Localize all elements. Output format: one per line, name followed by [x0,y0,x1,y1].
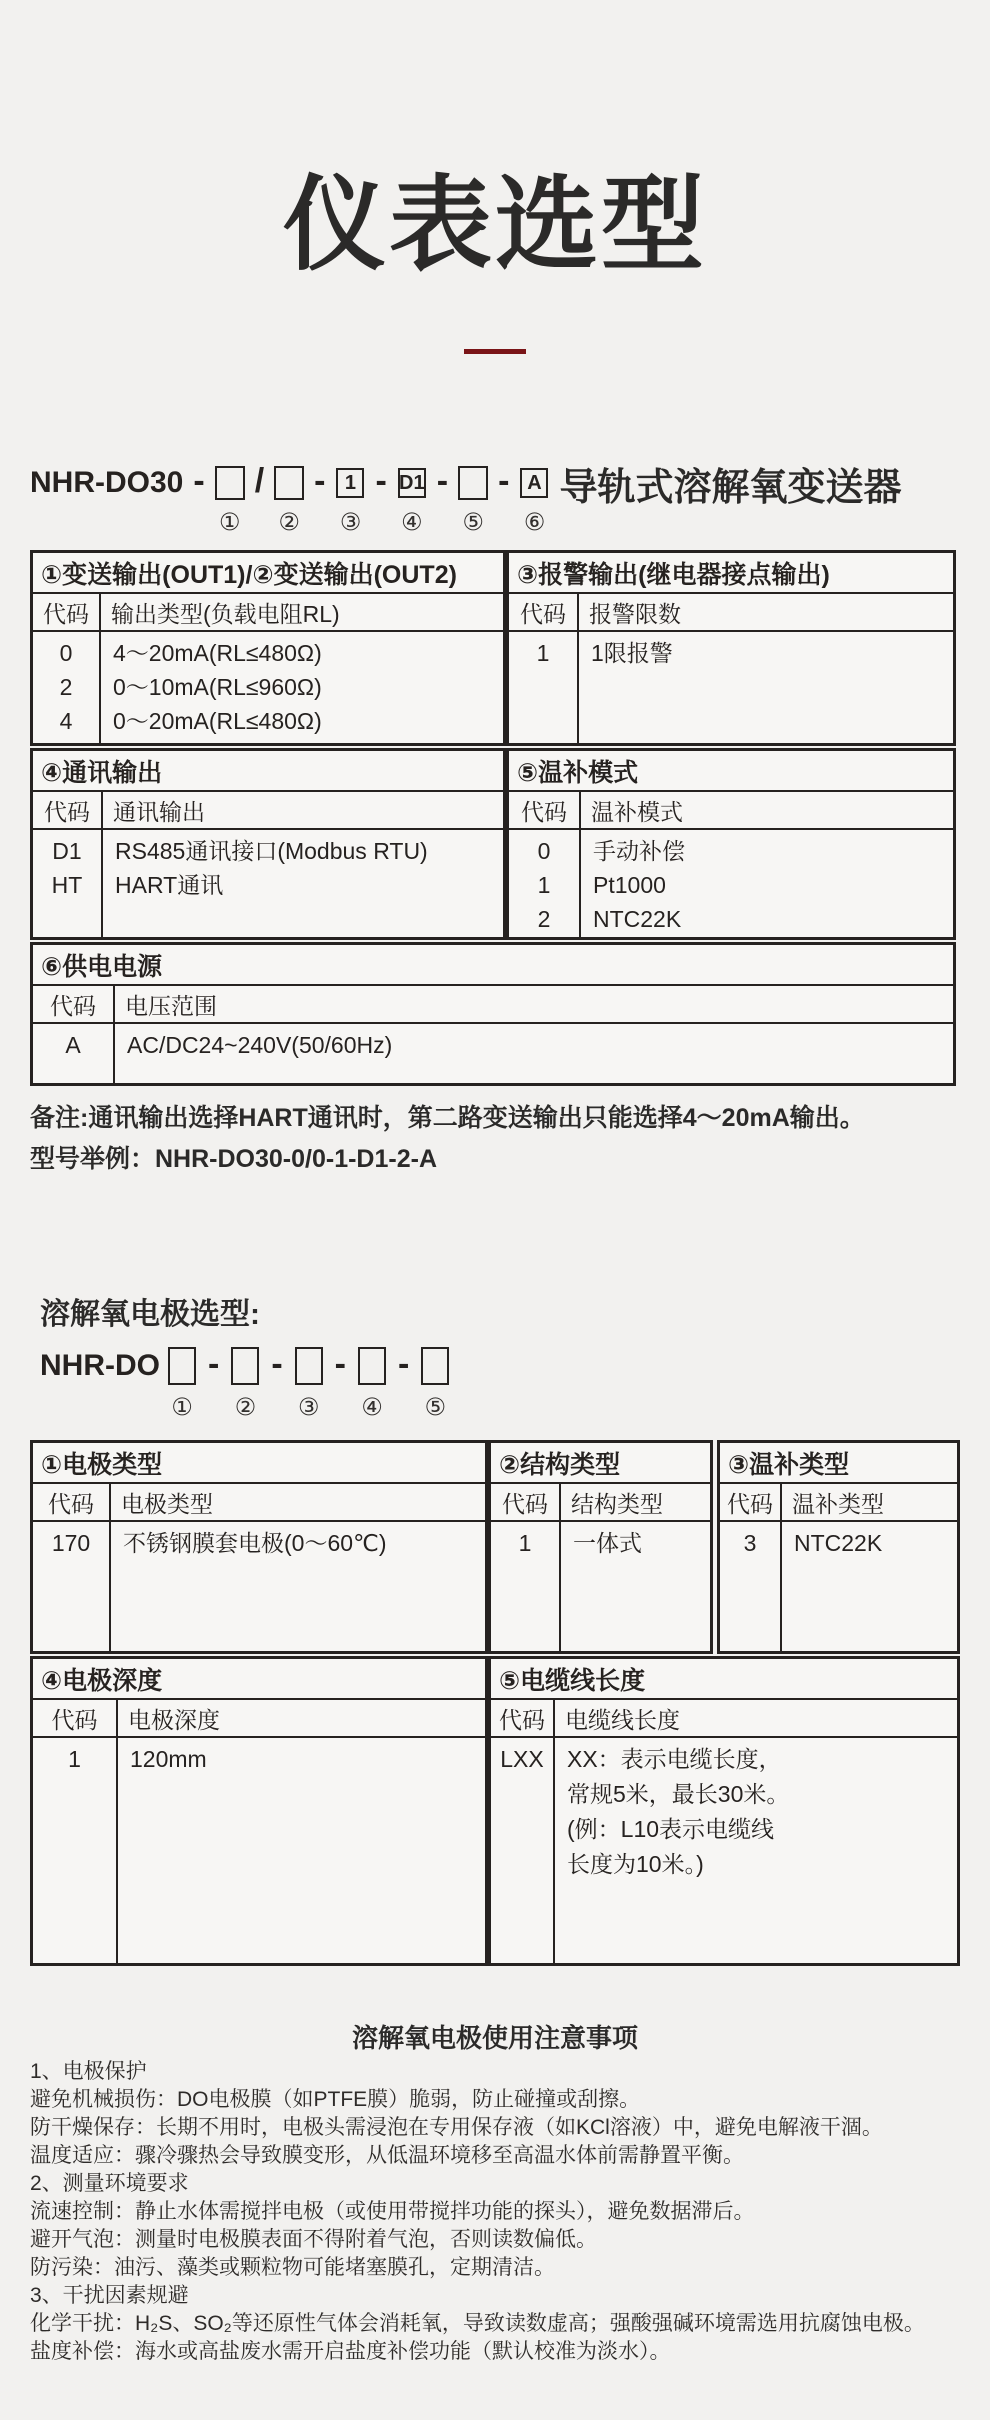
code-column-header: 代码 [720,1484,782,1520]
model-position-number: ④ [401,509,423,536]
code-column-header: 代码 [33,594,101,630]
model-position-number: ⑥ [523,509,546,536]
table-structure-type [488,1440,713,1654]
title-underline-accent [464,349,526,354]
code-cell: 0 2 4 [33,632,101,743]
code-cell: 0 1 2 [509,830,581,937]
code-column-header: 代码 [509,594,579,630]
model-position-number: ⑤ [424,1394,447,1421]
model-box [358,1347,386,1385]
note-line: 2、测量环境要求 [30,2172,189,2195]
value-column-header: 温补模式 [591,798,683,825]
model-box-slot-6 [519,466,549,536]
value-column-header: 电极深度 [128,1706,220,1733]
section-title: ③温补类型 [720,1443,957,1484]
table-power-supply [30,942,956,1086]
value-cell: RS485通讯接口(Modbus RTU) HART通讯 [115,838,428,898]
transmitter-model-prefix: NHR-DO30 [30,466,184,499]
model-separator-dash: - [397,1345,410,1383]
section-title: ⑤电缆线长度 [491,1659,957,1700]
section-title: ④电极深度 [33,1659,485,1700]
code-cell: A [33,1024,115,1083]
model-box-slot-1 [215,466,245,536]
code-column-header: 代码 [509,792,581,828]
code-cell: 1 [491,1522,561,1651]
remarks-block [30,1098,960,1180]
table-temp-comp-type [717,1440,960,1654]
model-separator-dash: - [314,462,326,500]
model-separator-dash: - [193,462,205,500]
value-cell: XX：表示电缆长度， 常规5米，最长30米。 (例：L10表示电缆线 长度为10米。) [567,1746,790,1877]
note-line: 避开气泡：测量时电极膜表面不得附着气泡，否则读数偏低。 [30,2228,597,2251]
model-position-number: ① [218,509,241,536]
model-position-number: ③ [297,1394,320,1421]
value-column-header: 电压范围 [125,992,217,1019]
table-electrode-depth [30,1656,488,1966]
model-position-number: ⑤ [462,509,484,536]
table-comm-output [30,748,506,940]
electrode-section-heading: 溶解氧电极选型: [40,1298,260,1331]
value-cell: NTC22K [794,1530,883,1556]
transmitter-model-line [30,462,902,536]
model-separator-dash: - [375,462,387,500]
model-box [458,466,488,500]
value-cell: 120mm [130,1746,207,1772]
page-title: 仪表选型 [283,167,707,282]
table-transmit-output [30,550,506,746]
model-separator-dash: - [334,1345,346,1383]
note-line: 盐度补偿：海水或高盐废水需开启盐度补偿功能（默认校准为淡水）。 [30,2340,671,2363]
section-title: ②结构类型 [491,1443,710,1484]
model-box-slot-1 [168,1347,196,1421]
value-column-header: 电缆线长度 [565,1706,680,1733]
code-column-header: 代码 [33,1484,111,1520]
code-column-header: 代码 [33,986,115,1022]
model-box-slot-5 [421,1347,449,1421]
model-separator-dash: - [498,462,510,500]
table-temp-comp-mode [506,748,956,940]
code-cell: 1 [33,1738,118,1963]
model-box-slot-5 [458,466,488,536]
electrode-model-line [40,1345,449,1421]
model-box: A [520,468,548,498]
electrode-model-prefix: NHR-DO [40,1349,160,1382]
model-box-slot-4 [397,466,427,536]
section-title: ①变送输出(OUT1)/②变送输出(OUT2) [33,553,503,594]
section-title: ④通讯输出 [33,751,503,792]
usage-notes-title: 溶解氧电极使用注意事项 [351,2023,638,2053]
model-separator-dash: - [208,1345,220,1383]
model-example-line: 型号举例：NHR-DO30-0/0-1-D1-2-A [30,1145,437,1173]
note-line: 1、电极保护 [30,2060,147,2083]
code-column-header: 代码 [33,1700,118,1736]
value-column-header: 温补类型 [792,1490,884,1517]
usage-notes-block [30,2022,960,2366]
value-column-header: 输出类型(负载电阻RL) [111,600,340,627]
code-column-header: 代码 [491,1484,561,1520]
model-position-number: ④ [361,1394,383,1421]
value-column-header: 结构类型 [571,1490,663,1517]
model-box [295,1347,323,1385]
note-line: 备注:通讯输出选择HART通讯时，第二路变送输出只能选择4～20mA输出。 [30,1104,865,1132]
value-column-header: 报警限数 [589,600,681,627]
note-line: 3、干扰因素规避 [30,2284,189,2307]
note-line: 避免机械损伤：DO电极膜（如PTFE膜）脆弱，防止碰撞或刮擦。 [30,2088,641,2111]
note-line: 防污染：油污、藻类或颗粒物可能堵塞膜孔，定期清洁。 [30,2256,555,2279]
value-column-header: 电极类型 [121,1490,213,1517]
value-cell: AC/DC24~240V(50/60Hz) [127,1032,393,1058]
model-box: 1 [336,468,364,498]
table-electrode-type [30,1440,488,1654]
section-title: ①电极类型 [33,1443,485,1484]
section-title: ⑥供电电源 [33,945,953,986]
model-box [274,466,304,500]
value-cell: 手动补偿 Pt1000 NTC22K [593,838,685,932]
model-box [168,1347,196,1385]
model-box [215,466,245,500]
value-cell: 4～20mA(RL≤480Ω) 0～10mA(RL≤960Ω) 0～20mA(RL≤480Ω) [113,640,322,734]
transmitter-model-suffix: 导轨式溶解氧变送器 [559,466,902,509]
model-box-slot-3 [335,466,365,536]
value-cell: 不锈钢膜套电极(0～60℃) [123,1530,387,1556]
model-separator-slash: / [254,462,265,500]
model-box [231,1347,259,1385]
code-cell: LXX [491,1738,555,1963]
model-position-number: ① [171,1394,193,1421]
code-column-header: 代码 [33,792,103,828]
model-box-slot-2 [231,1347,259,1421]
model-position-number: ② [234,1394,257,1421]
model-separator-dash: - [436,462,449,500]
model-box-slot-4 [358,1347,386,1421]
model-box-slot-3 [295,1347,323,1421]
model-box: D1 [398,468,426,498]
model-box [421,1347,449,1385]
section-title: ⑤温补模式 [509,751,953,792]
code-cell: 3 [720,1522,782,1651]
value-column-header: 通讯输出 [113,798,205,825]
table-cable-length [488,1656,960,1966]
note-line: 防干燥保存：长期不用时，电极头需浸泡在专用保存液（如KCl溶液）中，避免电解液干涸。 [30,2116,883,2139]
model-position-number: ② [278,509,300,536]
note-line: 流速控制：静止水体需搅拌电极（或使用带搅拌功能的探头），避免数据滞后。 [30,2200,755,2223]
section-title: ③报警输出(继电器接点输出) [509,553,953,594]
model-box-slot-2 [274,466,304,536]
code-cell: 1 [509,632,579,743]
note-line: 温度适应：骤冷骤热会导致膜变形，从低温环境移至高温水体前需静置平衡。 [30,2144,744,2167]
note-line: 化学干扰：H₂S、SO₂等还原性气体会消耗氧，导致读数虚高；强酸强碱环境需选用抗腐蚀电极。 [30,2312,925,2335]
code-cell: D1 HT [33,830,103,937]
value-cell: 一体式 [573,1530,642,1556]
table-alarm-output [506,550,956,746]
model-separator-dash: - [271,1345,283,1383]
code-cell: 170 [33,1522,111,1651]
code-column-header: 代码 [491,1700,555,1736]
model-position-number: ③ [339,509,362,536]
value-cell: 1限报警 [591,640,673,666]
